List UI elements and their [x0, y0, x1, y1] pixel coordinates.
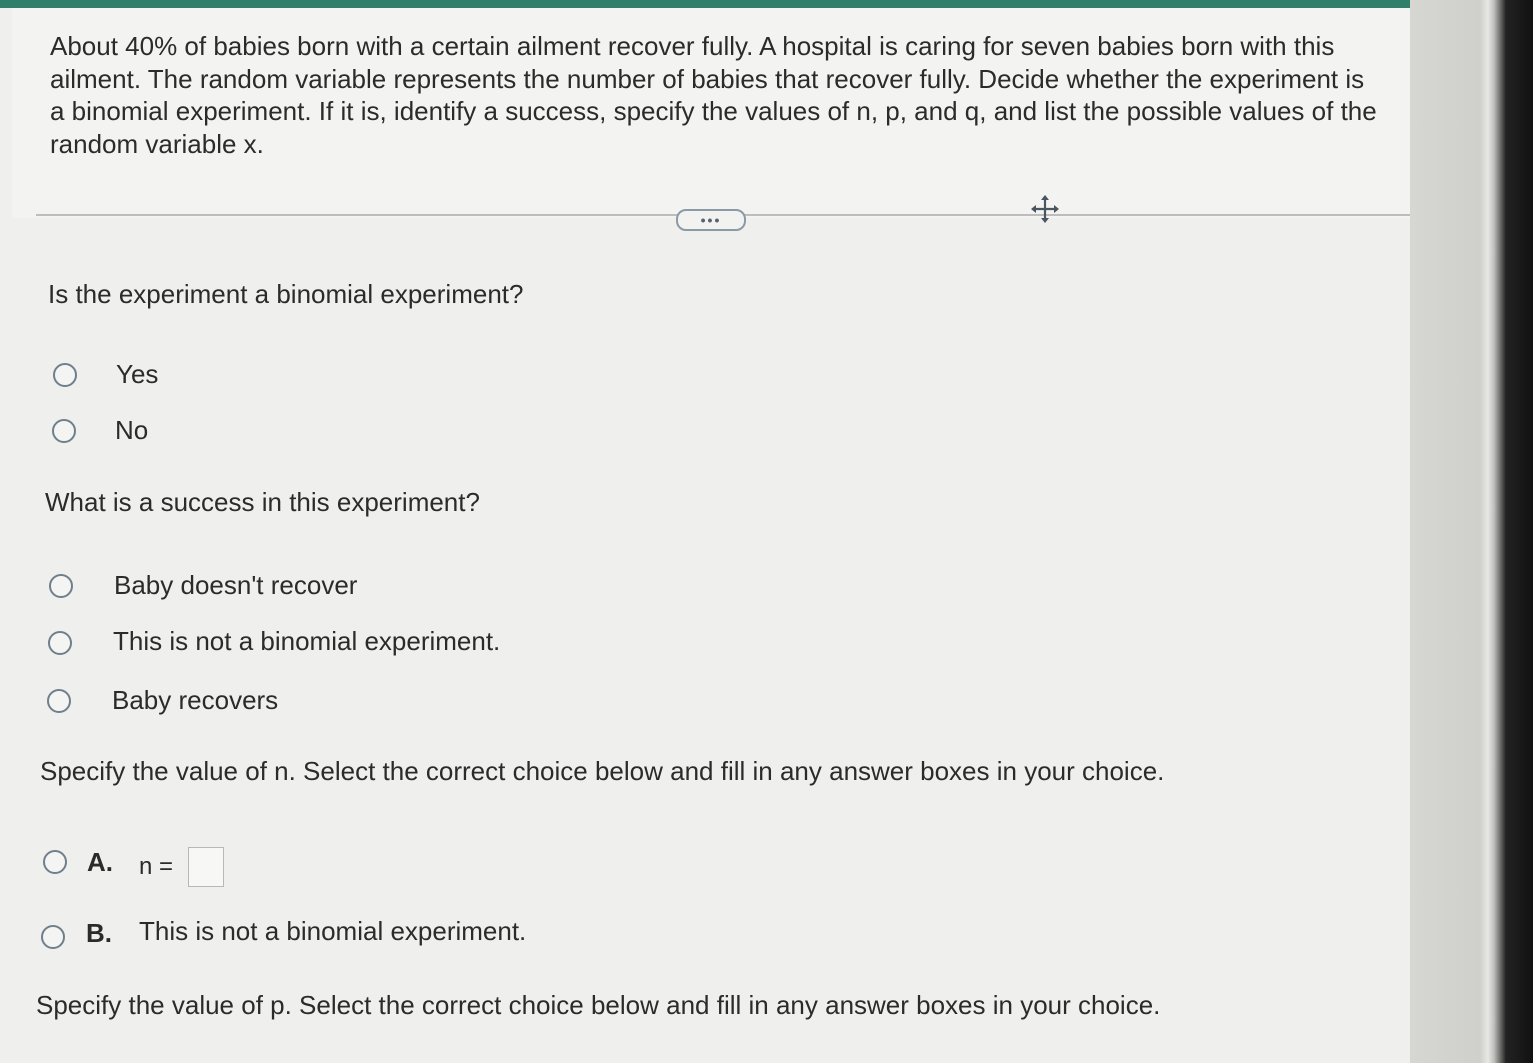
option-baby-recovers-label[interactable]: Baby recovers [112, 685, 279, 715]
top-accent-bar [0, 0, 1410, 8]
radio-not-binomial-success[interactable] [48, 631, 72, 655]
question-success: What is a success in this experiment? [45, 487, 480, 517]
n-answer-box[interactable] [188, 847, 224, 887]
problem-statement: About 40% of babies born with a certain ailment recover fully. A hospital is caring for seven babies born with this ailment. The random variable represents the number of babies that recover fully. Decide whether the experiment is a binomial experiment. If it is, identify a success, specify the values of n, p, and q, and list the possible values of the random variable x. [50, 31, 1377, 159]
move-icon[interactable] [1030, 194, 1060, 224]
option-a-letter: A. [87, 847, 113, 877]
option-a-n-label: n = [139, 853, 174, 880]
question-specify-p: Specify the value of p. Select the correct choice below and fill in any answer boxes in your choice. [36, 990, 1161, 1020]
question-binomial: Is the experiment a binomial experiment? [48, 279, 524, 309]
monitor-bezel [1410, 0, 1533, 1063]
radio-baby-doesnt-recover[interactable] [49, 574, 73, 598]
radio-baby-recovers[interactable] [47, 689, 71, 713]
option-b-not-binomial-label[interactable]: This is not a binomial experiment. [139, 916, 527, 946]
radio-option-a-n[interactable] [43, 850, 67, 874]
question-specify-n: Specify the value of n. Select the correct choice below and fill in any answer boxes in your choice. [40, 756, 1165, 786]
option-no-label[interactable]: No [115, 415, 149, 445]
option-not-binomial-success-label[interactable]: This is not a binomial experiment. [113, 626, 501, 656]
radio-option-b-not-binomial[interactable] [41, 925, 65, 949]
option-baby-doesnt-recover-label[interactable]: Baby doesn't recover [114, 570, 358, 600]
radio-yes[interactable] [53, 363, 77, 387]
option-b-letter: B. [86, 918, 112, 948]
question-screen [0, 8, 1410, 1063]
expand-ellipsis-button[interactable]: ••• [676, 209, 746, 231]
option-yes-label[interactable]: Yes [116, 359, 159, 389]
radio-no[interactable] [52, 419, 76, 443]
